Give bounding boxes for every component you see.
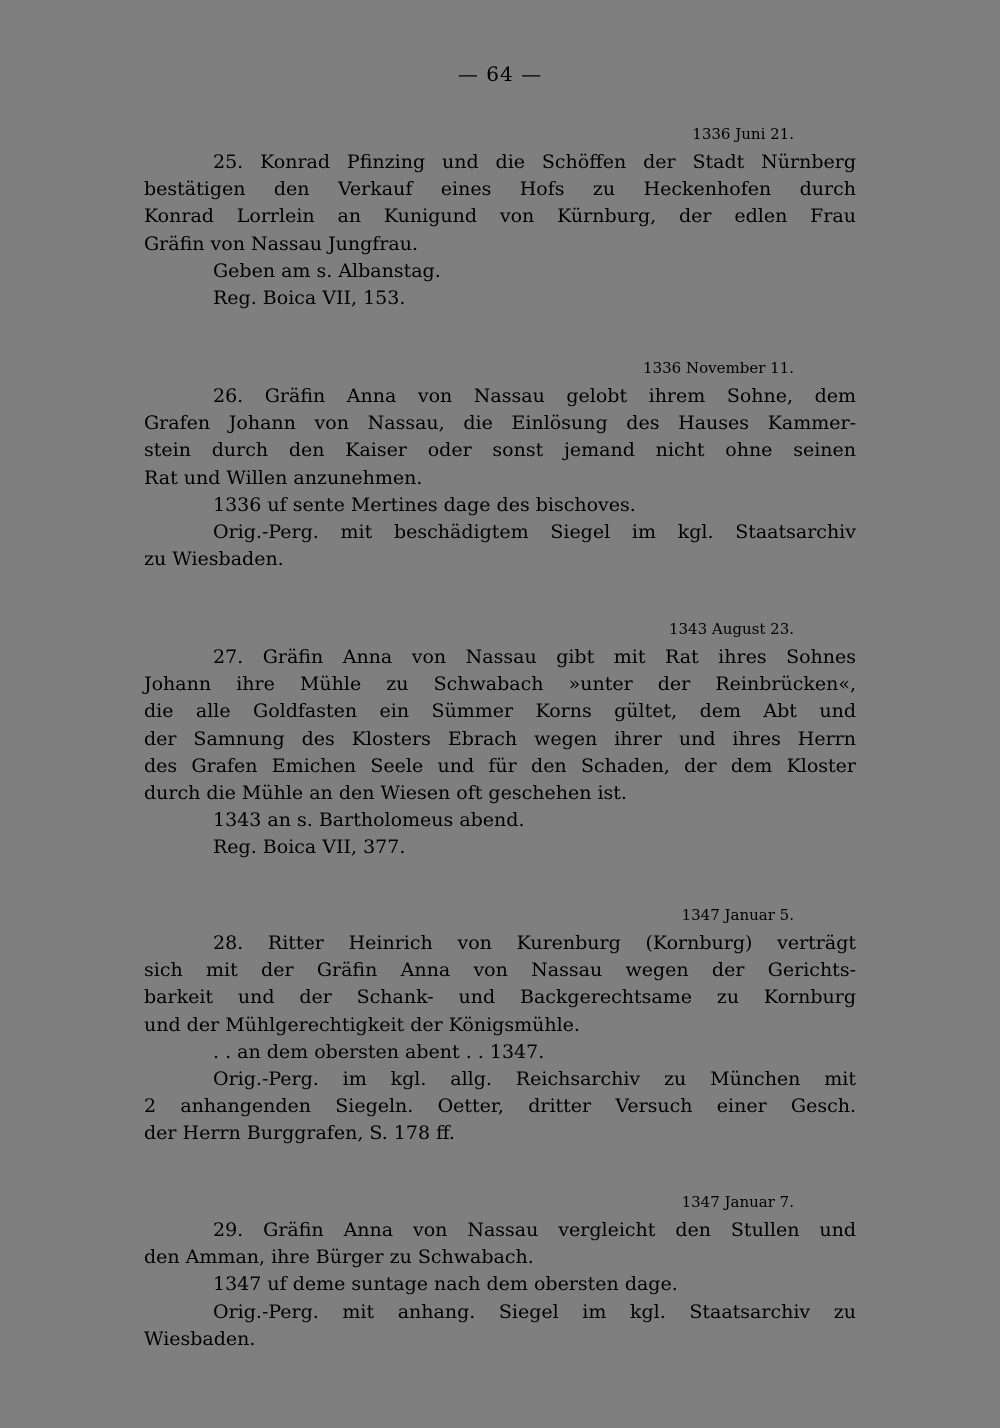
text-line: Orig.-Perg. mit anhang. Siegel im kgl. Staatsarchiv zu — [213, 1300, 856, 1323]
text-line: 25. Konrad Pfinzing und die Schöffen der Stadt Nürnberg — [213, 151, 856, 173]
text-line: 1336 uf sente Mertines dage des bischoves. — [213, 493, 636, 516]
text-line: 2 anhangenden Siegeln. Oetter, dritter Versuch einer Gesch. — [144, 1095, 856, 1118]
text-line: 28. Ritter Heinrich von Kurenburg (Kornburg) verträgt — [213, 932, 856, 954]
regest-entry-27 — [144, 618, 856, 862]
text-line: und der Mühlgerechtigkeit der Königsmühle. — [144, 1013, 580, 1036]
text-line: Grafen Johann von Nassau, die Einlösung des Hauses Kammer- — [144, 412, 856, 435]
page-number: — 64 — — [457, 62, 543, 86]
regest-entry-25 — [144, 123, 856, 312]
text-line: 29. Gräfin Anna von Nassau vergleicht den Stullen und — [213, 1219, 856, 1241]
text-line: Reg. Boica VII, 377. — [213, 836, 406, 859]
text-line: barkeit und der Schank- und Backgerechtsame zu Kornburg — [144, 986, 856, 1009]
text-line: Wiesbaden. — [144, 1327, 256, 1350]
text-line: Johann ihre Mühle zu Schwabach »unter der Reinbrücken«, — [144, 673, 856, 696]
text-line: Konrad Lorrlein an Kunigund von Kürnburg, der edlen Frau — [144, 205, 856, 228]
text-line: bestätigen den Verkauf eines Hofs zu Heckenhofen durch — [144, 178, 856, 201]
entry-date: 1343 August 23. — [668, 620, 794, 638]
text-line: durch die Mühle an den Wiesen oft geschehen ist. — [144, 782, 627, 805]
entry-date: 1347 Januar 7. — [681, 1193, 794, 1211]
text-line: der Samnung des Klosters Ebrach wegen ihrer und ihres Herrn — [144, 727, 856, 750]
text-line: der Herrn Burggrafen, S. 178 ff. — [144, 1122, 455, 1145]
text-line: . . an dem obersten abent . . 1347. — [213, 1040, 545, 1063]
text-line: zu Wiesbaden. — [144, 548, 284, 571]
entry-date: 1347 Januar 5. — [681, 906, 794, 924]
text-line: Rat und Willen anzunehmen. — [144, 466, 423, 489]
text-line: 26. Gräfin Anna von Nassau gelobt ihrem Sohne, dem — [213, 385, 856, 407]
regest-entry-28 — [144, 904, 856, 1148]
text-line: die alle Goldfasten ein Sümmer Korns gültet, dem Abt und — [144, 700, 856, 723]
text-line: Orig.-Perg. mit beschädigtem Siegel im kgl. Staatsarchiv — [213, 521, 856, 544]
text-line: Gräfin von Nassau Jungfrau. — [144, 232, 419, 255]
text-line: Reg. Boica VII, 153. — [213, 287, 406, 310]
text-line: 1347 uf deme suntage nach dem obersten dage. — [213, 1273, 678, 1296]
text-line: 27. Gräfin Anna von Nassau gibt mit Rat ihres Sohnes — [213, 646, 856, 668]
text-line: Geben am s. Albanstag. — [213, 259, 441, 282]
regest-entry-29 — [144, 1191, 856, 1353]
text-line: des Grafen Emichen Seele und für den Schaden, der dem Kloster — [144, 754, 856, 777]
regest-entry-26 — [144, 357, 856, 573]
text-line: 1343 an s. Bartholomeus abend. — [213, 809, 525, 832]
text-line: sich mit der Gräfin Anna von Nassau wegen der Gerichts- — [144, 959, 856, 982]
entry-date: 1336 November 11. — [643, 359, 794, 377]
entry-date: 1336 Juni 21. — [692, 125, 794, 143]
text-line: den Amman, ihre Bürger zu Schwabach. — [144, 1246, 534, 1269]
text-line: stein durch den Kaiser oder sonst jemand nicht ohne seinen — [144, 439, 856, 462]
text-line: Orig.-Perg. im kgl. allg. Reichsarchiv zu München mit — [213, 1068, 856, 1091]
